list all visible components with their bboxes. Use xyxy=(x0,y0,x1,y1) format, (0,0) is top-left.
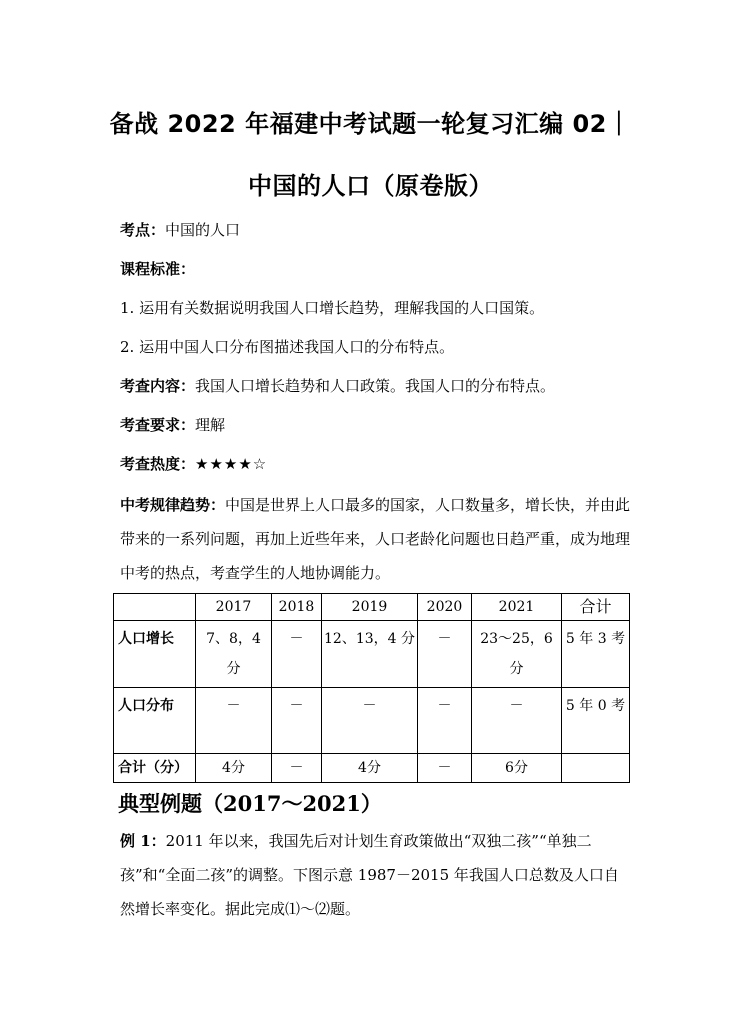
example-text: 2011 年以来，我国先后对计划生育政策做出“双独二孩”“单独二孩”和“全面二孩”的调整。下图示意 1987－2015 年我国人口总数及人口自然增长率变化。据此完成⑴～⑵题。 xyxy=(120,832,619,918)
qushi-text: 中国是世界上人口最多的国家，人口数量多，增长快，并由此带来的一系列问题，再加上近些年来，人口老龄化问题也日趋严重，成为地理中考的热点，考查学生的人地协调能力。 xyxy=(120,496,631,582)
document-title-line1: 备战 2022 年福建中考试题一轮复习汇编 02｜ xyxy=(109,110,632,138)
table-cell: － xyxy=(196,688,272,754)
table-cell: － xyxy=(272,621,322,688)
qushi-paragraph xyxy=(120,488,632,590)
section-heading: 典型例题（2017～2021） xyxy=(118,791,382,816)
table-cell: 7、8，4 分 xyxy=(196,621,272,688)
table-row xyxy=(114,754,630,783)
example-label: 例 1： xyxy=(120,832,166,850)
table-header-cell xyxy=(114,594,196,621)
row-label: 人口增长 xyxy=(114,621,196,688)
table-cell: 5 年 3 考 xyxy=(562,621,630,688)
table-cell: 12、13，4 分 xyxy=(322,621,418,688)
exam-stats-table xyxy=(113,593,630,783)
table-cell: － xyxy=(418,754,472,783)
row-label: 人口分布 xyxy=(114,688,196,754)
table-cell: 5 年 0 考 xyxy=(562,688,630,754)
kaodian-value: 中国的人口 xyxy=(165,221,241,239)
table-header-cell: 2018 xyxy=(272,594,322,621)
yaoqiu-value: 理解 xyxy=(195,416,226,434)
redu-line xyxy=(120,454,640,474)
table-row xyxy=(114,621,630,688)
table-cell: － xyxy=(322,688,418,754)
biaozhun-label: 课程标准： xyxy=(120,260,196,278)
table-cell xyxy=(562,754,630,783)
neirong-label: 考查内容： xyxy=(120,377,196,395)
document-title-line2: 中国的人口（原卷版） xyxy=(248,172,493,200)
standard-item-2: 2. 运用中国人口分布图描述我国人口的分布特点。 xyxy=(120,338,455,356)
neirong-value: 我国人口增长趋势和人口政策。我国人口的分布特点。 xyxy=(195,377,556,395)
kaodian-label: 考点： xyxy=(120,221,166,239)
biaozhun-line xyxy=(120,259,640,279)
rating-stars-icon: ★★★★☆ xyxy=(195,455,268,473)
table-cell: 4分 xyxy=(322,754,418,783)
yaoqiu-label: 考查要求： xyxy=(120,416,196,434)
table-cell: － xyxy=(272,688,322,754)
table-cell: － xyxy=(418,688,472,754)
table-row xyxy=(114,688,630,754)
table-cell: － xyxy=(418,621,472,688)
table-header-cell: 2021 xyxy=(472,594,562,621)
table-cell: － xyxy=(472,688,562,754)
table-header-cell: 合计 xyxy=(562,594,630,621)
row-label: 合计（分） xyxy=(114,754,196,783)
table-header-cell: 2019 xyxy=(322,594,418,621)
yaoqiu-line xyxy=(120,415,640,435)
kaodian-line xyxy=(120,220,640,240)
redu-label: 考查热度： xyxy=(120,455,196,473)
standard-item-1: 1. 运用有关数据说明我国人口增长趋势，理解我国的人口国策。 xyxy=(120,299,545,317)
table-cell: 4分 xyxy=(196,754,272,783)
table-header-row xyxy=(114,594,630,621)
table-cell: 6分 xyxy=(472,754,562,783)
table-header-cell: 2017 xyxy=(196,594,272,621)
table-header-cell: 2020 xyxy=(418,594,472,621)
qushi-label: 中考规律趋势： xyxy=(120,496,226,514)
example-paragraph xyxy=(120,824,632,926)
table-cell: 23～25，6 分 xyxy=(472,621,562,688)
neirong-line xyxy=(120,376,640,396)
table-cell: － xyxy=(272,754,322,783)
